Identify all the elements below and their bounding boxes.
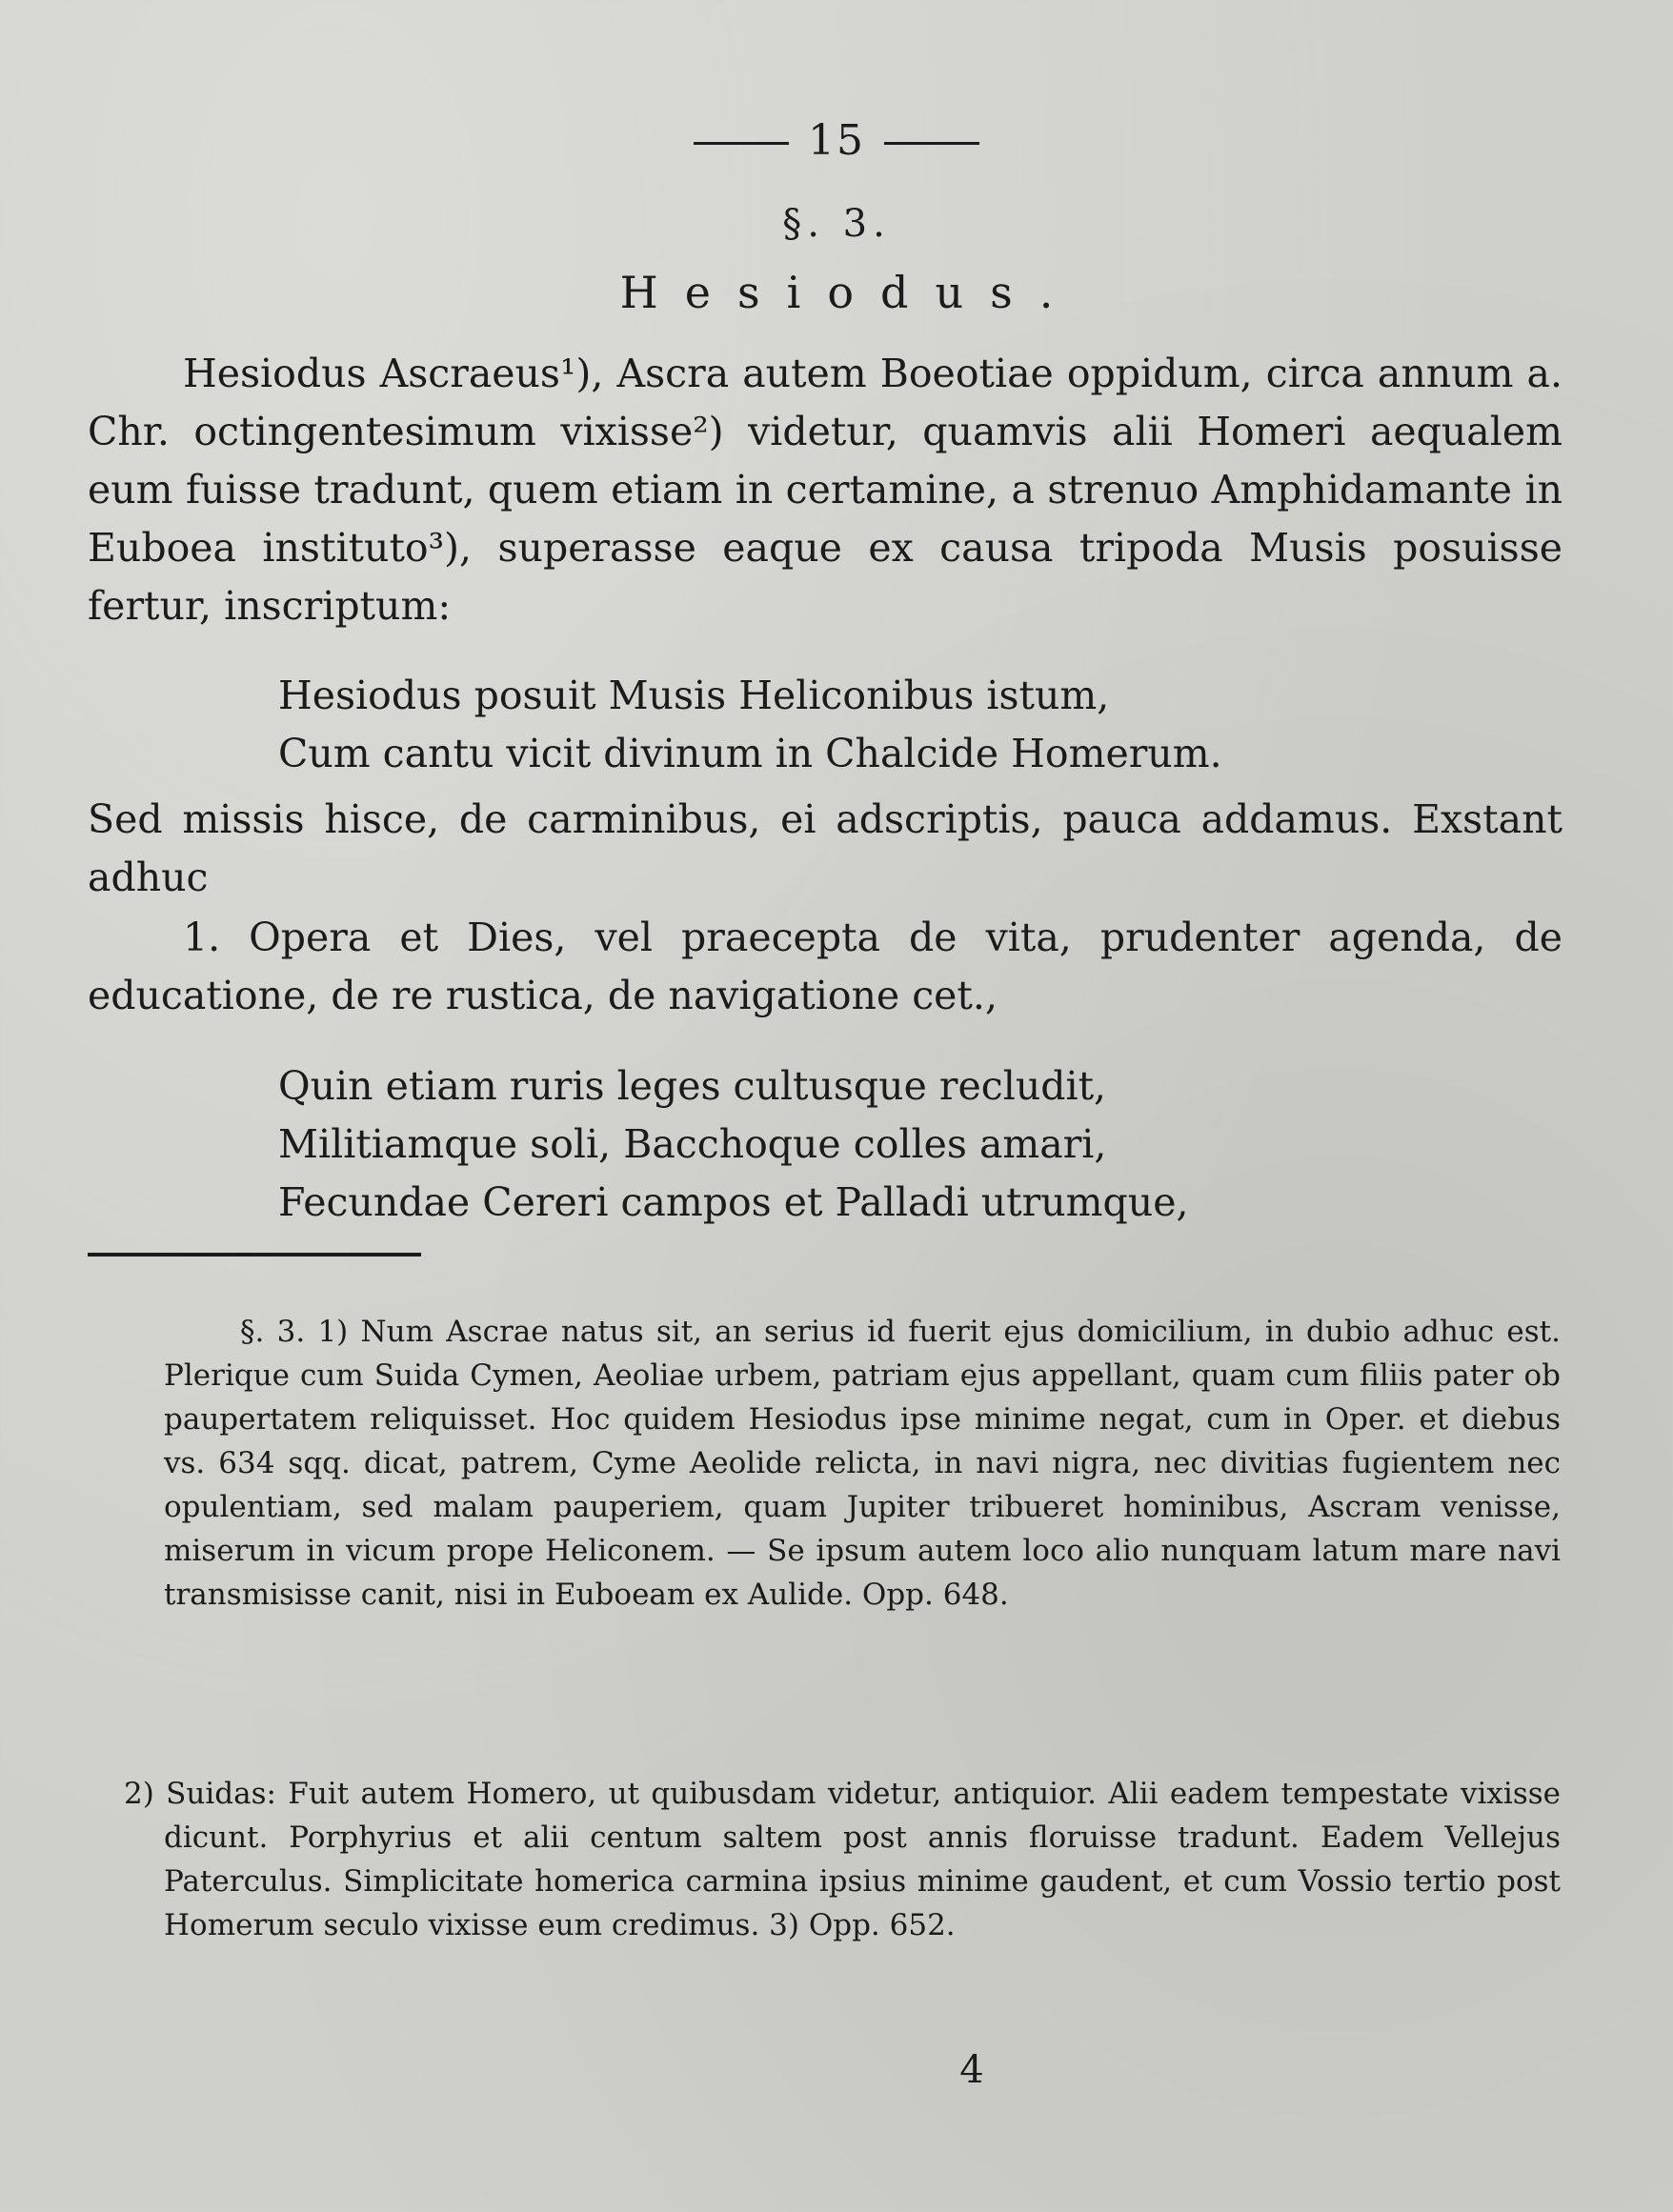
verse-line: Quin etiam ruris leges cultusque recludit, [278, 1063, 1107, 1109]
sed-paragraph-block [88, 791, 1562, 907]
section-label: §. 3. [782, 202, 891, 246]
footnote-1-block [164, 1310, 1561, 1617]
footnote-2: 2) Suidas: Fuit autem Homero, ut quibusdam videtur, antiquior. Alii eadem tempestate vixisse dicunt. Porphyrius et alii centum saltem post annis floruisse tradunt. Eadem Vellejus Paterculus. Simplicitate homerica carmina ipsius minime gaudent, et cum Vossio tertio post Homerum seculo vixisse eum credimus. 3) Opp. 652. [124, 1777, 1561, 1942]
running-header [0, 116, 1673, 165]
footnote-1: §. 3. 1) Num Ascrae natus sit, an serius id fuerit ejus domicilium, in dubio adhuc est. Plerique cum Suida Cymen, Aeoliae urbem, patriam ejus appellant, quam cum filiis pater ob paupertatem reliquisset. Hoc quidem Hesiodus ipse minime negat, cum in Oper. et diebus vs. 634 sqq. dicat, patrem, Cyme Aeolide relicta, in navi nigra, nec divitias fugientem nec opulentiam, sed malam pauperiem, quam Jupiter tribueret hominibus, Ascram venisse, miserum in vicum prope Heliconem. — Se ipsum autem loco alio nunquam latum mare navi transmisisse canit, nisi in Euboeam ex Aulide. Opp. 648. [164, 1315, 1561, 1612]
intro-paragraph-block [88, 345, 1562, 635]
intro-paragraph: Hesiodus Ascraeus¹), Ascra autem Boeotiae oppidum, circa annum a. Chr. octingentesimum vixisse²) videtur, quamvis alii Homeri aequalem eum fuisse tradunt, quem etiam in certamine, a strenuo Amphidamante in Euboea instituto³), superasse eaque ex causa tripoda Musis posuisse fertur, inscriptum: [88, 351, 1562, 629]
sed-paragraph: Sed missis hisce, de carminibus, ei adscriptis, pauca addamus. Exstant adhuc [88, 796, 1562, 900]
header-dash-right [884, 142, 979, 145]
verse-line: Militiamque soli, Bacchoque colles amari, [278, 1121, 1107, 1167]
footnote-2-block [124, 1772, 1561, 1947]
chapter-title: Hesiodus. [619, 267, 1080, 318]
verse-quotation [278, 1057, 1189, 1232]
signature-mark: 4 [959, 2048, 984, 2092]
header-dash-left [694, 142, 789, 145]
footnote-rule [88, 1253, 421, 1257]
verse-inscription [278, 667, 1222, 783]
item-paragraph-block [88, 909, 1562, 1025]
item-opera-et-dies: 1. Opera et Dies, vel praecepta de vita, prudenter agenda, de educatione, de re rustica, de navigatione cet., [88, 915, 1562, 1018]
verse-line: Fecundae Cereri campos et Palladi utrumque, [278, 1179, 1189, 1225]
verse-line: Hesiodus posuit Musis Heliconibus istum, [278, 673, 1110, 718]
verse-line: Cum cantu vicit divinum in Chalcide Homerum. [278, 731, 1222, 776]
page-number: 15 [808, 116, 865, 165]
